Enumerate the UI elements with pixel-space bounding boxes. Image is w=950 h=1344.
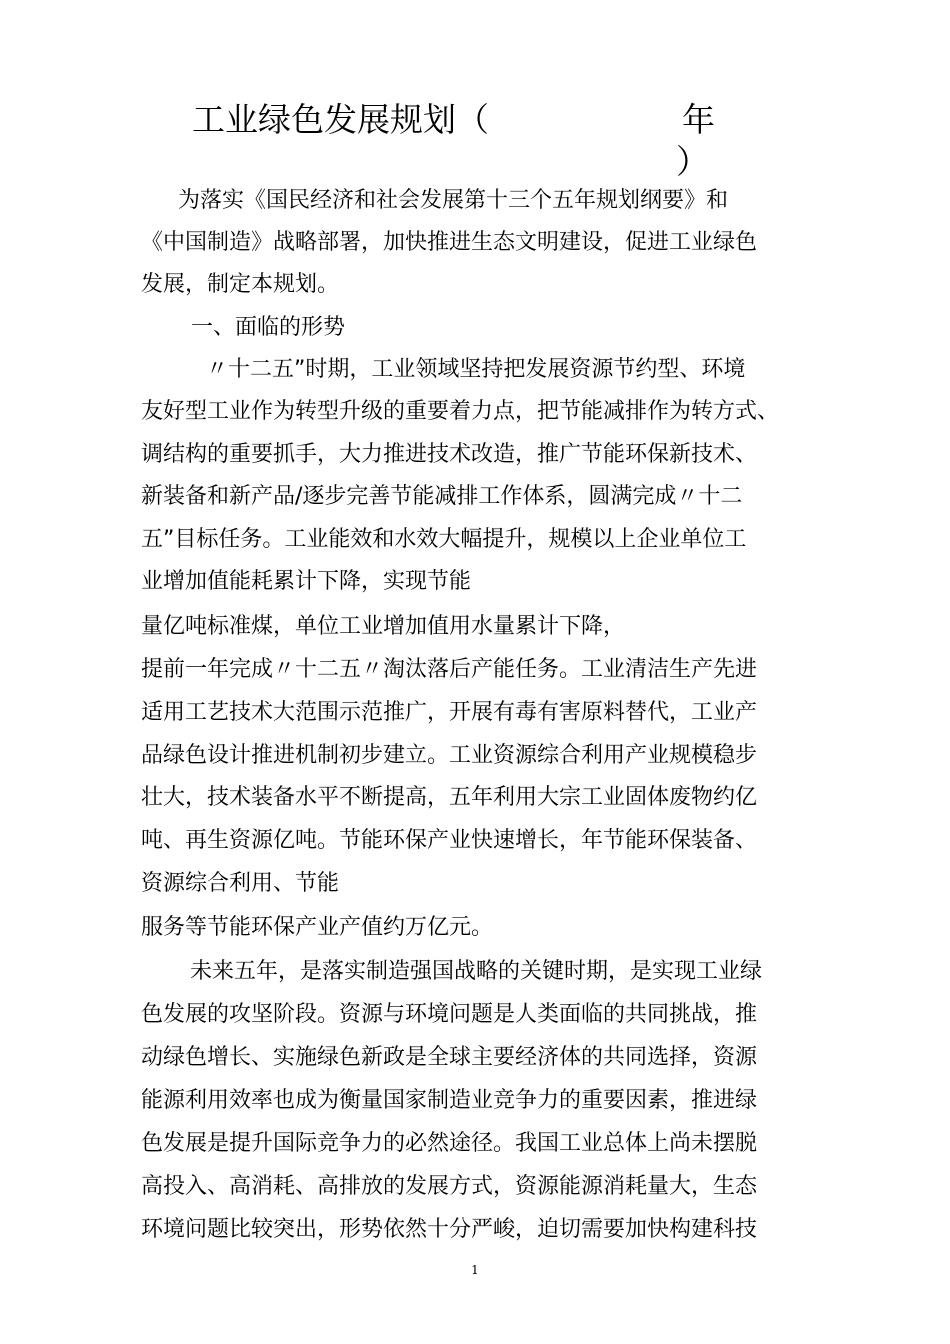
text-line: 调结构的重要抓手，大力推进技术改造，推广节能环保新技术、	[141, 442, 758, 467]
text-line: 为落实《国民经济和社会发展第十三个五年规划纲要》和	[178, 188, 729, 213]
text-line: 壮大，技术装备水平不断提高，五年利用大宗工业固体废物约亿	[141, 785, 758, 810]
text-line: 资源综合利用、节能	[141, 871, 340, 896]
text-line: 友好型工业作为转型升级的重要着力点，把节能减排作为转方式、	[141, 399, 780, 424]
text-line: 色发展是提升国际竞争力的必然途径。我国工业总体上尚未摆脱	[141, 1131, 758, 1156]
section-heading: 一、面临的形势	[191, 315, 346, 340]
text-line: 提前一年完成〃十二五〃淘汰落后产能任务。工业清洁生产先进	[141, 657, 758, 682]
page-number: 1	[471, 1263, 479, 1277]
text-line: 高投入、高消耗、高排放的发展方式，资源能源消耗量大，生态	[141, 1174, 758, 1199]
text-line: 新装备和新产品/逐步完善节能减排工作体系，圆满完成〃十二	[141, 484, 743, 509]
text-line: 未来五年，是落实制造强国战略的关键时期，是实现工业绿	[190, 959, 763, 984]
text-line: 发展，制定本规划。	[141, 272, 340, 297]
text-line: 环境问题比较突出，形势依然十分严峻，迫切需要加快构建科技	[141, 1217, 758, 1242]
text-line: 五”目标任务。工业能效和水效大幅提升，规模以上企业单位工	[141, 527, 747, 552]
text-line: 色发展的攻坚阶段。资源与环境问题是人类面临的共同挑战，推	[141, 1002, 758, 1027]
text-line: 动绿色增长、实施绿色新政是全球主要经济体的共同选择，资源	[141, 1045, 758, 1070]
text-line: 〃十二五”时期，工业领域坚持把发展资源节约型、环境	[206, 357, 746, 382]
document-title: 工业绿色发展规划（	[192, 100, 489, 139]
text-line: 业增加值能耗累计下降，实现节能	[141, 569, 472, 594]
text-line: 量亿吨标准煤，单位工业增加值用水量累计下降，	[141, 614, 626, 639]
text-line: 服务等节能环保产业产值约万亿元。	[141, 915, 494, 940]
text-line: 品绿色设计推进机制初步建立。工业资源综合利用产业规模稳步	[141, 743, 758, 768]
document-title-close: ）	[676, 142, 709, 181]
text-line: 能源利用效率也成为衡量国家制造业竞争力的重要因素，推进绿	[141, 1088, 758, 1113]
text-line: 适用工艺技术大范围示范推广，开展有毒有害原料替代，工业产	[141, 700, 758, 725]
document-title-year: 年	[682, 100, 715, 139]
text-line: 吨、再生资源亿吨。节能环保产业快速增长，年节能环保装备、	[141, 828, 758, 853]
text-line: 《中国制造》战略部署，加快推进生态文明建设，促进工业绿色	[141, 230, 758, 255]
